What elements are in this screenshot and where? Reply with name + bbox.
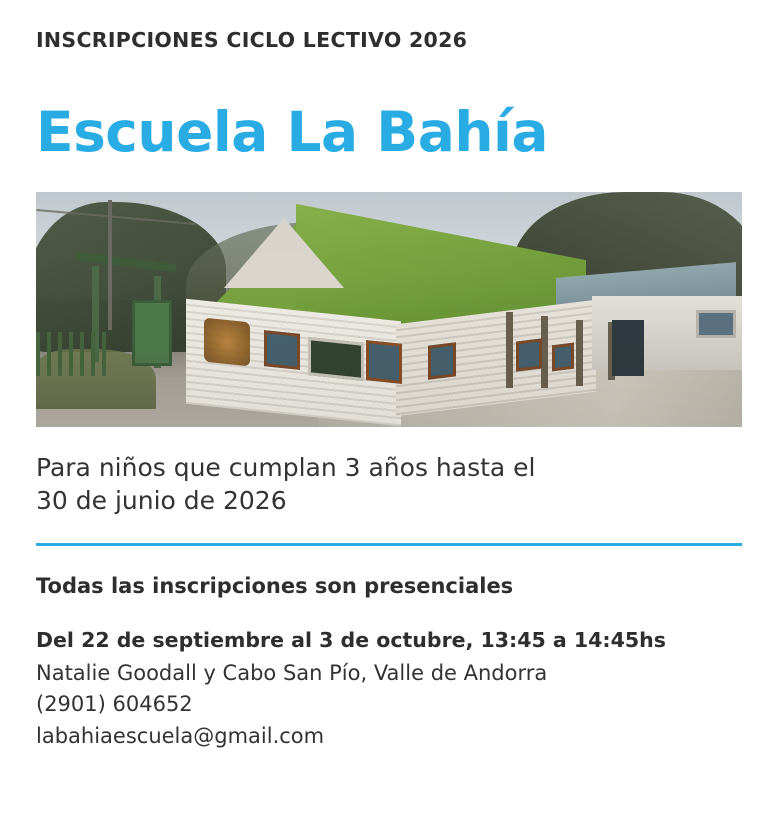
eyebrow-heading: INSCRIPCIONES CICLO LECTIVO 2026	[36, 28, 468, 52]
eligibility-line-2: 30 de junio de 2026	[36, 486, 287, 515]
registration-dates: Del 22 de septiembre al 3 de octubre, 13:45 a 14:45hs	[36, 628, 666, 653]
phone-text: (2901) 604652	[36, 691, 193, 716]
registration-notice: Todas las inscripciones son presenciales	[36, 574, 514, 599]
page-title: Escuela La Bahía	[36, 100, 548, 164]
eligibility-line-1: Para niños que cumplan 3 años hasta el	[36, 452, 536, 482]
address-text: Natalie Goodall y Cabo San Pío, Valle de Andorra	[36, 661, 548, 686]
school-building-photo	[36, 192, 742, 427]
photo-vignette	[36, 192, 742, 427]
eligibility-text	[36, 451, 742, 518]
photo-illustration	[36, 192, 742, 427]
email-text: labahiaescuela@gmail.com	[36, 724, 325, 749]
divider	[36, 543, 742, 546]
